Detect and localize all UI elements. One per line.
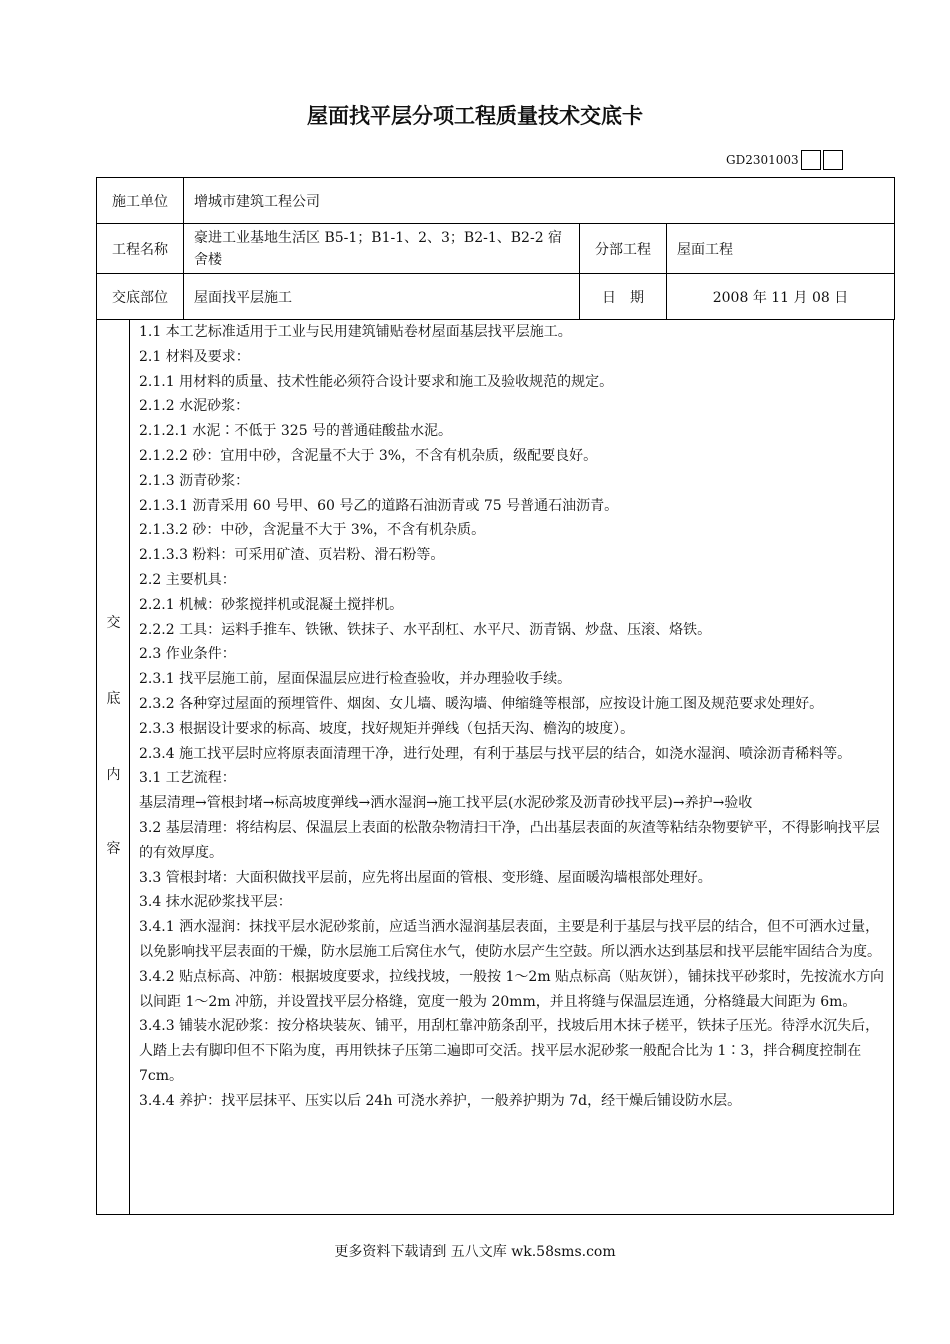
content-paragraph: 2.3 作业条件： (139, 646, 236, 663)
project-value: 豪进工业基地生活区 B5-1；B1-1、2、3；B2-1、B2-2 宿舍楼 (184, 224, 580, 274)
content-paragraph: 2.2.2 工具：运料手推车、铁锹、铁抹子、水平刮杠、水平尺、沥青锅、炒盘、压滚、烙铁。 (139, 621, 712, 638)
content-paragraph: 2.1 材料及要求： (139, 348, 250, 365)
content-paragraph: 3.4.1 洒水湿润：抹找平层水泥砂浆前，应适当洒水湿润基层表面，主要是利于基层与找平层的结合，但不可洒水过量，以免影响找平层表面的干燥，防水层施工后窝住水气，使防水层产生空鼓。所以洒水达到基层和找平层能牢固结合为度。 (139, 919, 881, 960)
part-label: 交底部位 (97, 274, 184, 320)
content-paragraph: 2.3.4 施工找平层时应将原表面清理干净，进行处理，有利于基层与找平层的结合，如浇水湿润、喷涂沥青稀料等。 (139, 745, 852, 762)
code-box-2 (823, 150, 843, 170)
content-paragraph: 3.4.4 养护：找平层抹平、压实以后 24h 可浇水养护，一般养护期为 7d，经干燥后铺设防水层。 (139, 1092, 742, 1109)
content-paragraph: 1.1 本工艺标准适用于工业与民用建筑铺贴卷材屋面基层找平层施工。 (139, 324, 572, 340)
date-label: 日 期 (580, 274, 667, 320)
content-paragraph: 2.2.1 机械：砂浆搅拌机或混凝土搅拌机。 (139, 596, 404, 613)
content-paragraph: 3.4.3 铺装水泥砂浆：按分格块装灰、铺平，用刮杠靠冲筋条刮平，找坡后用木抹子槎平，铁抹子压光。待浮水沉失后，人踏上去有脚印但不下陷为度，再用铁抹子压第二遍即可交活。找平层水泥砂浆一般配合比为 1∶3，拌合稠度控制在 7cm。 (139, 1018, 880, 1084)
content-paragraph: 3.1 工艺流程： (139, 770, 236, 787)
content-paragraph: 2.3.2 各种穿过屋面的预埋管件、烟囱、女儿墙、暖沟墙、伸缩缝等根部，应按设计施工图及规范要求处理好。 (139, 695, 824, 712)
side-char: 交 (106, 615, 121, 631)
content-paragraph: 2.1.3.2 砂：中砂，含泥量不大于 3%，不含有机杂质。 (139, 522, 486, 539)
content-paragraph: 3.3 管根封堵：大面积做找平层前，应先将出屋面的管根、变形缝、屋面暖沟墙根部处理好。 (139, 869, 712, 886)
document-code (726, 150, 843, 170)
footer-text: 更多资料下载请到 五八文库 wk.58sms.com (334, 1244, 616, 1260)
content-paragraph: 3.4.2 贴点标高、冲筋：根据坡度要求，拉线找坡，一般按 1～2m 贴点标高（贴灰饼），铺抹找平砂浆时，先按流水方向以间距 1～2m 冲筋，并设置找平层分格缝，宽度一般为 20mm，并且将缝与保温层连通，分格缝最大间距为 6m。 (139, 968, 885, 1010)
content-paragraph: 2.3.3 根据设计要求的标高、坡度，找好规矩并弹线（包括天沟、檐沟的坡度）。 (139, 720, 635, 737)
content-paragraph: 2.1.3.3 粉料：可采用矿渣、页岩粉、滑石粉等。 (139, 547, 445, 564)
content-paragraph: 2.1.3 沥青砂浆： (139, 472, 250, 489)
content-paragraph: 基层清理→管根封堵→标高坡度弹线→洒水湿润→施工找平层(水泥砂浆及沥青砂找平层)→养护→验收 (139, 795, 753, 812)
subproject-value: 屋面工程 (667, 224, 895, 274)
content-paragraph: 2.1.2 水泥砂浆： (139, 398, 250, 415)
content-paragraph: 2.1.2.1 水泥∶不低于 325 号的普通硅酸盐水泥。 (139, 423, 453, 440)
content-section (96, 320, 894, 1215)
content-paragraph: 2.1.3.1 沥青采用 60 号甲、60 号乙的道路石油沥青或 75 号普通石油沥青。 (139, 497, 619, 514)
document-code-text: GD2301003 (726, 153, 799, 167)
content-body (139, 320, 885, 1114)
side-char: 底 (106, 691, 121, 707)
content-paragraph: 3.2 基层清理：将结构层、保温层上表面的松散杂物清扫干净，凸出基层表面的灰渣等粘结杂物要铲平，不得影响找平层的有效厚度。 (139, 819, 880, 861)
content-paragraph: 2.1.2.2 砂：宜用中砂，含泥量不大于 3%，不含有机杂质，级配要良好。 (139, 447, 598, 464)
content-paragraph: 3.4 抹水泥砂浆找平层： (139, 894, 292, 911)
unit-label: 施工单位 (97, 178, 184, 224)
unit-value: 增城市建筑工程公司 (184, 178, 895, 224)
content-paragraph: 2.1.1 用材料的质量、技术性能必须符合设计要求和施工及验收规范的规定。 (139, 373, 614, 390)
code-box-1 (801, 150, 821, 170)
content-side-label (97, 320, 130, 1214)
side-char: 容 (106, 841, 121, 857)
info-table (96, 177, 895, 320)
date-value: 2008 年 11 月 08 日 (667, 274, 895, 320)
part-value: 屋面找平层施工 (184, 274, 580, 320)
side-char: 内 (106, 767, 121, 783)
document-title: 屋面找平层分项工程质量技术交底卡 (307, 104, 643, 128)
content-paragraph: 2.3.1 找平层施工前，屋面保温层应进行检查验收，并办理验收手续。 (139, 671, 572, 688)
project-label: 工程名称 (97, 224, 184, 274)
content-paragraph: 2.2 主要机具： (139, 571, 236, 588)
subproject-label: 分部工程 (580, 224, 667, 274)
